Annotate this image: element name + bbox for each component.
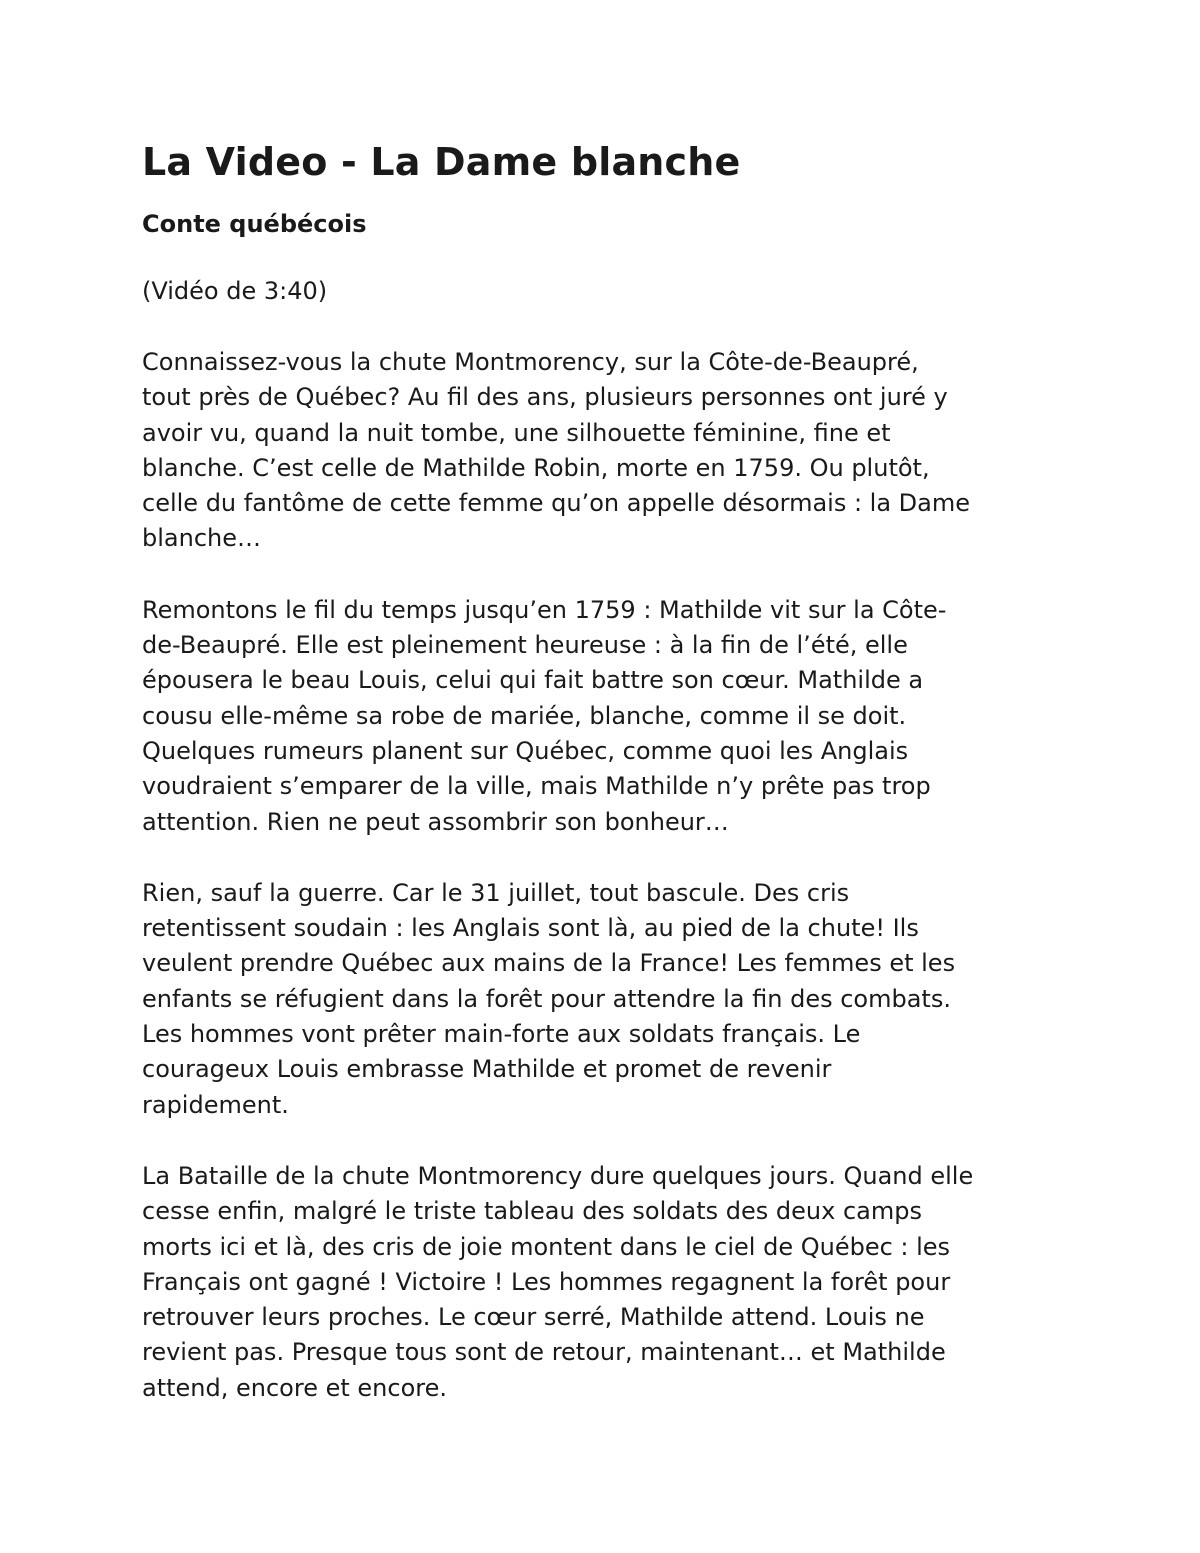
document-page [142, 138, 1072, 1442]
text-line: Connaissez-vous la chute Montmorency, sur la Côte-de-Beaupré, [142, 348, 919, 376]
text-line: blanche. C’est celle de Mathilde Robin, morte en 1759. Ou plutôt, [142, 453, 930, 482]
paragraph-1 [142, 345, 1072, 557]
text-line: avoir vu, quand la nuit tombe, une silhouette féminine, fine et [142, 418, 891, 447]
document-subtitle: Conte québécois [142, 210, 367, 238]
text-line: de-Beaupré. Elle est pleinement heureuse : à la fin de l’été, elle [142, 631, 908, 660]
text-line: Français ont gagné ! Victoire ! Les hommes regagnent la forêt pour [142, 1267, 951, 1296]
text-line: cousu elle-même sa robe de mariée, blanche, comme il se doit. [142, 701, 907, 730]
text-line: Quelques rumeurs planent sur Québec, comme quoi les Anglais [142, 736, 909, 765]
text-line: voudraient s’emparer de la ville, mais Mathilde n’y prête pas trop [142, 772, 931, 801]
paragraph-2 [142, 593, 1072, 840]
text-line: celle du fantôme de cette femme qu’on appelle désormais : la Dame [142, 489, 971, 518]
text-line: Rien, sauf la guerre. Car le 31 juillet, tout bascule. Des cris [142, 878, 850, 907]
video-duration: (Vidéo de 3:40) [142, 277, 328, 305]
text-line: morts ici et là, des cris de joie montent dans le ciel de Québec : les [142, 1232, 951, 1261]
text-line: courageux Louis embrasse Mathilde et promet de revenir [142, 1055, 832, 1084]
text-line: blanche… [142, 524, 261, 553]
text-line: attention. Rien ne peut assombrir son bonheur… [142, 807, 729, 836]
paragraph-4 [142, 1159, 1072, 1406]
text-line: cesse enfin, malgré le triste tableau des soldats des deux camps [142, 1197, 922, 1226]
text-line: attend, encore et encore. [142, 1373, 447, 1402]
text-line: rapidement. [142, 1090, 289, 1119]
text-line: tout près de Québec? Au fil des ans, plusieurs personnes ont juré y [142, 383, 948, 412]
text-line: enfants se réfugient dans la forêt pour attendre la fin des combats. [142, 984, 951, 1013]
text-line: retentissent soudain : les Anglais sont là, au pied de la chute! Ils [142, 914, 919, 943]
document-title: La Video - La Dame blanche [142, 140, 741, 184]
text-line: Les hommes vont prêter main-forte aux soldats français. Le [142, 1020, 861, 1049]
text-line: Remontons le fil du temps jusqu’en 1759 : Mathilde vit sur la Côte- [142, 595, 947, 624]
text-line: La Bataille de la chute Montmorency dure quelques jours. Quand elle [142, 1161, 974, 1190]
text-line: épousera le beau Louis, celui qui fait battre son cœur. Mathilde a [142, 666, 924, 695]
text-line: veulent prendre Québec aux mains de la France! Les femmes et les [142, 949, 956, 978]
text-line: revient pas. Presque tous sont de retour, maintenant… et Mathilde [142, 1338, 946, 1367]
paragraph-3 [142, 876, 1072, 1123]
text-line: retrouver leurs proches. Le cœur serré, Mathilde attend. Louis ne [142, 1303, 925, 1332]
